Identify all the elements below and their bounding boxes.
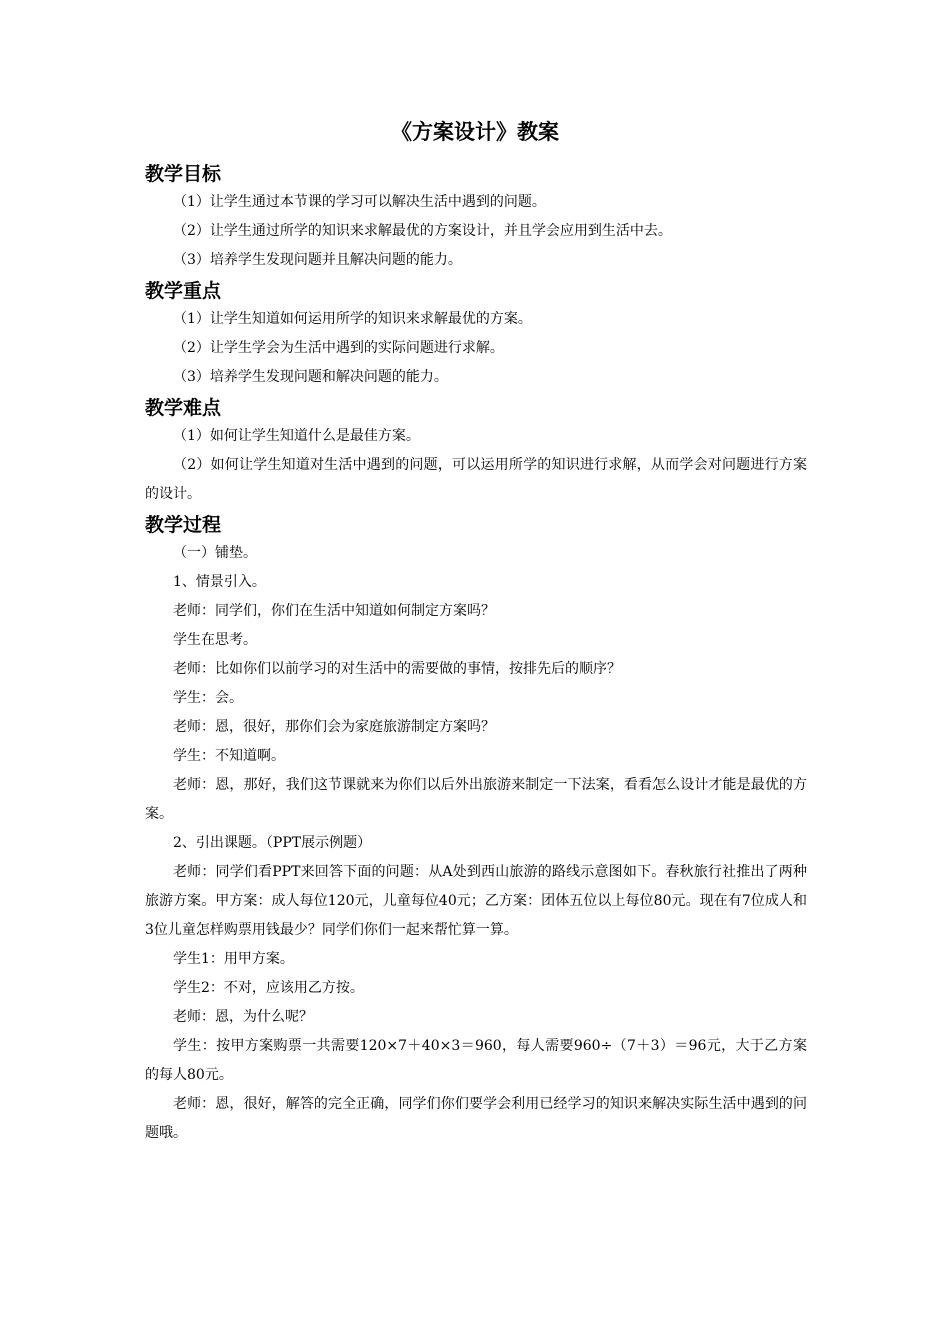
section-teaching-focus (145, 275, 807, 392)
paragraph: （1）如何让学生知道什么是最佳方案。 (173, 428, 420, 444)
section-teaching-objectives (145, 158, 807, 275)
paragraph: 老师：恩，那好，我们这节课就来为你们以后外出旅游来制定一下法案，看看怎么设计才能是最优的方案。 (145, 777, 807, 822)
document-title: 《方案设计》教案 (391, 120, 559, 144)
paragraph: 老师：同学们，你们在生活中知道如何制定方案吗？ (173, 603, 495, 619)
section-heading: 教学重点 (145, 280, 222, 302)
document-body (145, 158, 807, 1148)
paragraph: （3）培养学生发现问题和解决问题的能力。 (173, 369, 448, 385)
section-heading: 教学过程 (145, 514, 222, 536)
paragraph: 老师：恩，很好，那你们会为家庭旅游制定方案吗？ (173, 719, 495, 735)
section-heading: 教学目标 (145, 163, 222, 185)
paragraph: （2）让学生学会为生活中遇到的实际问题进行求解。 (173, 340, 504, 356)
paragraph: 老师：同学们看PPT来回答下面的问题：从A处到西山旅游的路线示意图如下。春秋旅行社推出了两种旅游方案。甲方案：成人每位120元，儿童每位40元；乙方案：团体五位以上每位80元。现在有7位成人和3位儿童怎样购票用钱最少？同学们你们一起来帮忙算一算。 (145, 864, 807, 938)
paragraph: （2）让学生通过所学的知识来求解最优的方案设计，并且学会应用到生活中去。 (173, 223, 672, 239)
paragraph: 2、引出课题。（PPT展示例题） (173, 835, 372, 851)
paragraph: （3）培养学生发现问题并且解决问题的能力。 (173, 252, 462, 268)
paragraph: 学生2：不对，应该用乙方按。 (173, 980, 364, 996)
paragraph: 老师：比如你们以前学习的对生活中的需要做的事情，按排先后的顺序？ (173, 661, 621, 677)
paragraph: 学生1：用甲方案。 (173, 951, 294, 967)
paragraph: 学生：不知道啊。 (173, 748, 285, 764)
paragraph: 老师：恩，很好，解答的完全正确，同学们你们要学会利用已经学习的知识来解决实际生活中遇到的问题哦。 (145, 1096, 807, 1141)
paragraph: （2）如何让学生知道对生活中遇到的问题，可以运用所学的知识进行求解，从而学会对问题进行方案的设计。 (145, 457, 807, 502)
section-heading: 教学难点 (145, 397, 222, 419)
section-teaching-difficulties (145, 392, 807, 509)
paragraph: （1）让学生通过本节课的学习可以解决生活中遇到的问题。 (173, 194, 546, 210)
paragraph: 学生：按甲方案购票一共需要120×7＋40×3＝960，每人需要960÷（7＋3）＝96元，大于乙方案的每人80元。 (145, 1038, 807, 1083)
paragraph: （1）让学生知道如何运用所学的知识来求解最优的方案。 (173, 311, 532, 327)
paragraph: 学生在思考。 (173, 632, 257, 648)
section-teaching-process (145, 509, 807, 1148)
paragraph: 学生：会。 (173, 690, 243, 706)
paragraph: （一）铺垫。 (173, 545, 257, 561)
paragraph: 老师：恩，为什么呢？ (173, 1009, 313, 1025)
paragraph: 1、情景引入。 (173, 574, 266, 590)
